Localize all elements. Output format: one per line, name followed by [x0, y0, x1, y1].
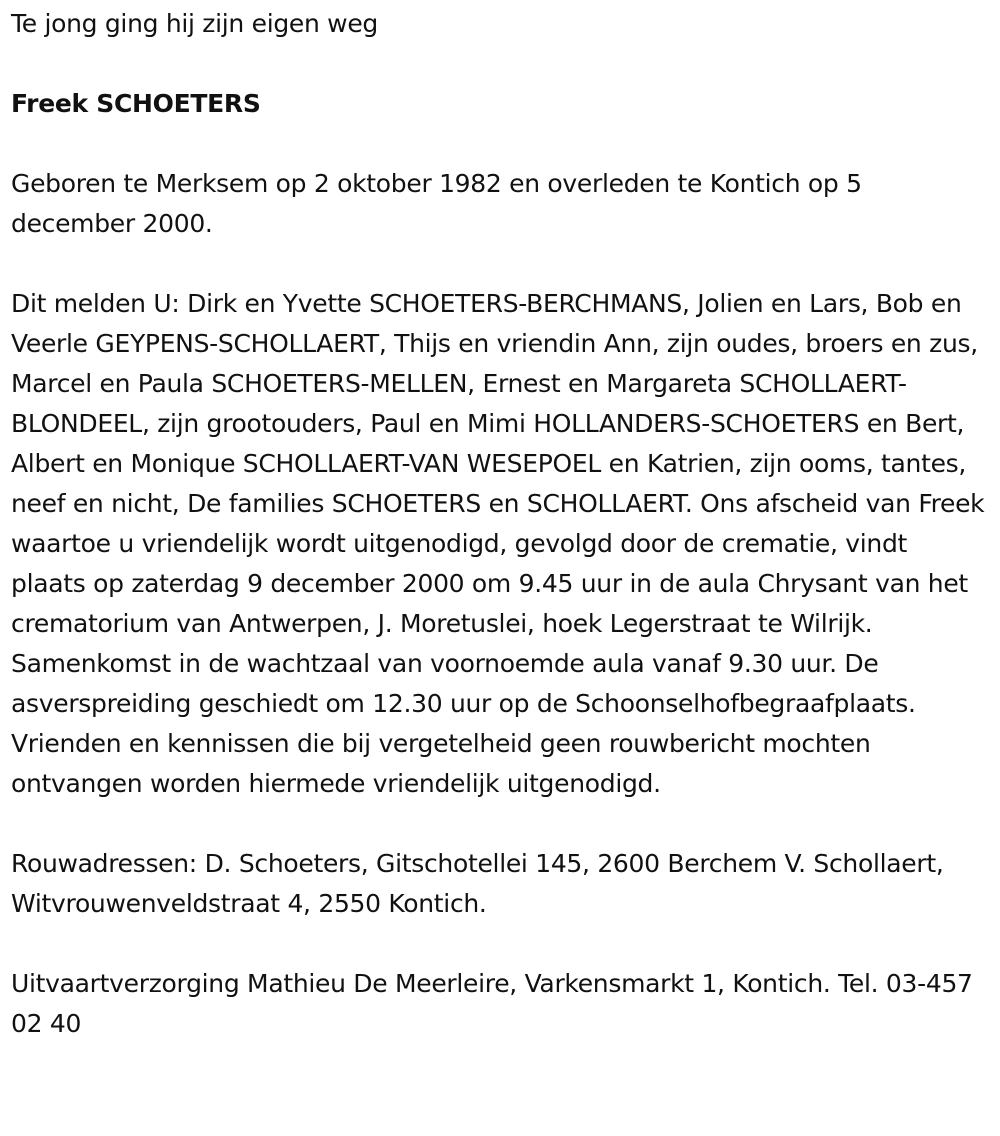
deceased-name: Freek SCHOETERS [11, 89, 261, 118]
addresses-paragraph: Rouwadressen: D. Schoeters, Gitschotellei 145, 2600 Berchem V. Schollaert, Witvrouwenveldstraat 4, 2550 Kontich. [11, 849, 944, 918]
motto-line: Te jong ging hij zijn eigen weg [11, 9, 378, 38]
announcement-paragraph: Dit melden U: Dirk en Yvette SCHOETERS-BERCHMANS, Jolien en Lars, Bob en Veerle GEYPENS-SCHOLLAERT, Thijs en vriendin Ann, zijn oudes, broers en zus, Marcel en Paula SCHOETERS-MELLEN, Ernest en Margareta SCHOLLAERT-BLONDEEL, zijn grootouders, Paul en Mimi HOLLANDERS-SCHOETERS en Bert, Albert en Monique SCHOLLAERT-VAN WESEPOEL en Katrien, zijn ooms, tantes, neef en nicht, De families SCHOETERS en SCHOLLAERT. Ons afscheid van Freek waartoe u vriendelijk wordt uitgenodigd, gevolgd door de crematie, vindt plaats op zaterdag 9 december 2000 om 9.45 uur in de aula Chrysant van het crematorium van Antwerpen, J. Moretuslei, hoek Legerstraat te Wilrijk. Samenkomst in de wachtzaal van voornoemde aula vanaf 9.30 uur. De asverspreiding geschiedt om 12.30 uur op de Schoonselhofbegraafplaats. Vrienden en kennissen die bij vergetelheid geen rouwbericht mochten ontvangen worden hiermede vriendelijk uitgenodigd. [11, 289, 985, 798]
funeral-director-paragraph: Uitvaartverzorging Mathieu De Meerleire, Varkensmarkt 1, Kontich. Tel. 03-457 02 40 [11, 969, 973, 1038]
obituary-notice [11, 4, 989, 1044]
birth-death-paragraph: Geboren te Merksem op 2 oktober 1982 en overleden te Kontich op 5 december 2000. [11, 169, 862, 238]
